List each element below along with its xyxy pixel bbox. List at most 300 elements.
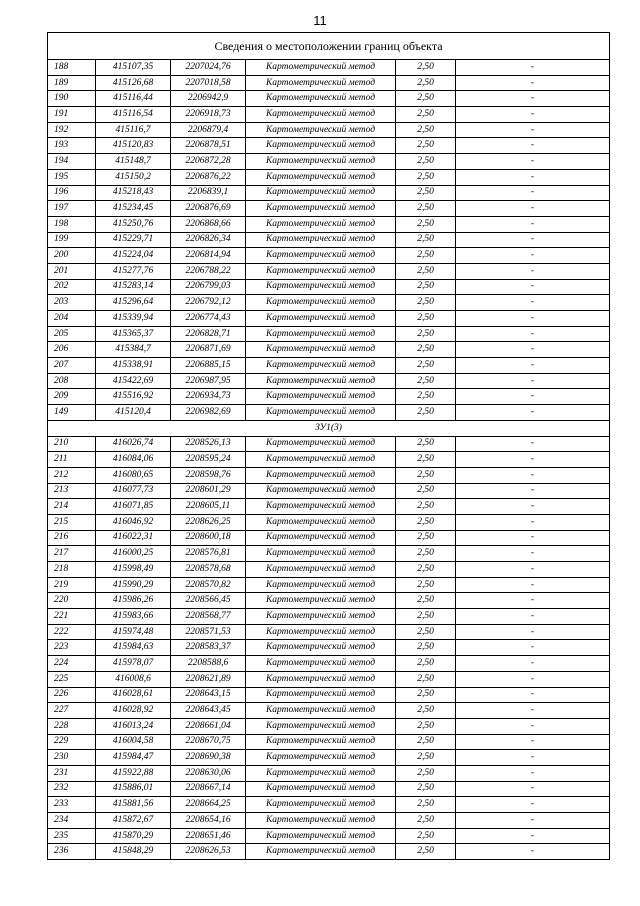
y-coordinate-cell: 2206792,12 [171,295,246,311]
method-cell: Картометрический метод [246,405,396,421]
table-row [48,781,610,797]
x-coordinate-cell: 415974,48 [96,624,171,640]
description-cell: - [456,185,610,201]
y-coordinate-cell: 2206942,9 [171,91,246,107]
description-cell: - [456,562,610,578]
precision-cell: 2,50 [396,750,456,766]
table-row [48,765,610,781]
y-coordinate-cell: 2206918,73 [171,107,246,123]
y-coordinate-cell: 2208600,18 [171,530,246,546]
table-row [48,546,610,562]
y-coordinate-cell: 2206799,03 [171,279,246,295]
section-label: ЗУ1(3) [48,420,610,436]
precision-cell: 2,50 [396,326,456,342]
table-row [48,389,610,405]
table-row [48,671,610,687]
table-row [48,342,610,358]
x-coordinate-cell: 415116,54 [96,107,171,123]
x-coordinate-cell: 415872,67 [96,813,171,829]
y-coordinate-cell: 2208605,11 [171,499,246,515]
table-row [48,624,610,640]
point-number-cell: 230 [48,750,96,766]
method-cell: Картометрический метод [246,656,396,672]
x-coordinate-cell: 416013,24 [96,718,171,734]
description-cell: - [456,358,610,374]
point-number-cell: 226 [48,687,96,703]
table-row [48,452,610,468]
precision-cell: 2,50 [396,797,456,813]
y-coordinate-cell: 2208568,77 [171,609,246,625]
point-number-cell: 198 [48,216,96,232]
precision-cell: 2,50 [396,201,456,217]
point-number-cell: 222 [48,624,96,640]
table-row [48,75,610,91]
x-coordinate-cell: 415365,37 [96,326,171,342]
method-cell: Картометрический метод [246,138,396,154]
y-coordinate-cell: 2208526,13 [171,436,246,452]
y-coordinate-cell: 2208566,45 [171,593,246,609]
method-cell: Картометрический метод [246,389,396,405]
point-number-cell: 194 [48,154,96,170]
y-coordinate-cell: 2207018,58 [171,75,246,91]
x-coordinate-cell: 415107,35 [96,60,171,76]
precision-cell: 2,50 [396,248,456,264]
description-cell: - [456,342,610,358]
method-cell: Картометрический метод [246,358,396,374]
table-row [48,813,610,829]
precision-cell: 2,50 [396,311,456,327]
table-row [48,373,610,389]
y-coordinate-cell: 2208630,06 [171,765,246,781]
y-coordinate-cell: 2206871,69 [171,342,246,358]
description-cell: - [456,452,610,468]
precision-cell: 2,50 [396,185,456,201]
x-coordinate-cell: 416022,31 [96,530,171,546]
x-coordinate-cell: 415229,71 [96,232,171,248]
table-row [48,483,610,499]
precision-cell: 2,50 [396,514,456,530]
table-row [48,467,610,483]
x-coordinate-cell: 415120,83 [96,138,171,154]
description-cell: - [456,232,610,248]
table-row [48,750,610,766]
precision-cell: 2,50 [396,656,456,672]
description-cell: - [456,405,610,421]
point-number-cell: 213 [48,483,96,499]
point-number-cell: 196 [48,185,96,201]
table-row [48,640,610,656]
table-row [48,248,610,264]
method-cell: Картометрический метод [246,467,396,483]
table-row [48,562,610,578]
y-coordinate-cell: 2206826,34 [171,232,246,248]
table-row [48,687,610,703]
y-coordinate-cell: 2208583,37 [171,640,246,656]
table-row [48,60,610,76]
point-number-cell: 206 [48,342,96,358]
x-coordinate-cell: 415422,69 [96,373,171,389]
point-number-cell: 191 [48,107,96,123]
point-number-cell: 190 [48,91,96,107]
table-row [48,232,610,248]
y-coordinate-cell: 2206828,71 [171,326,246,342]
method-cell: Картометрический метод [246,326,396,342]
method-cell: Картометрический метод [246,185,396,201]
description-cell: - [456,154,610,170]
description-cell: - [456,593,610,609]
y-coordinate-cell: 2208643,15 [171,687,246,703]
table-row [48,656,610,672]
precision-cell: 2,50 [396,687,456,703]
y-coordinate-cell: 2208601,29 [171,483,246,499]
table-row [48,122,610,138]
x-coordinate-cell: 415283,14 [96,279,171,295]
table-row [48,91,610,107]
y-coordinate-cell: 2206839,1 [171,185,246,201]
method-cell: Картометрический метод [246,797,396,813]
table-title-row [48,33,610,60]
point-number-cell: 201 [48,263,96,279]
method-cell: Картометрический метод [246,562,396,578]
x-coordinate-cell: 415277,76 [96,263,171,279]
precision-cell: 2,50 [396,734,456,750]
y-coordinate-cell: 2206982,69 [171,405,246,421]
point-number-cell: 210 [48,436,96,452]
description-cell: - [456,514,610,530]
method-cell: Картометрический метод [246,750,396,766]
method-cell: Картометрический метод [246,169,396,185]
x-coordinate-cell: 415234,45 [96,201,171,217]
method-cell: Картометрический метод [246,640,396,656]
point-number-cell: 216 [48,530,96,546]
y-coordinate-cell: 2208595,24 [171,452,246,468]
table-row [48,201,610,217]
point-number-cell: 232 [48,781,96,797]
y-coordinate-cell: 2206872,28 [171,154,246,170]
table-title: Сведения о местоположении границ объекта [48,33,610,60]
table-row [48,295,610,311]
y-coordinate-cell: 2208570,82 [171,577,246,593]
precision-cell: 2,50 [396,91,456,107]
description-cell: - [456,797,610,813]
x-coordinate-cell: 416028,92 [96,703,171,719]
point-number-cell: 202 [48,279,96,295]
method-cell: Картометрический метод [246,514,396,530]
description-cell: - [456,436,610,452]
y-coordinate-cell: 2208664,25 [171,797,246,813]
description-cell: - [456,640,610,656]
description-cell: - [456,216,610,232]
description-cell: - [456,107,610,123]
x-coordinate-cell: 416028,61 [96,687,171,703]
description-cell: - [456,828,610,844]
y-coordinate-cell: 2206878,51 [171,138,246,154]
table-row [48,107,610,123]
point-number-cell: 192 [48,122,96,138]
x-coordinate-cell: 415984,47 [96,750,171,766]
precision-cell: 2,50 [396,75,456,91]
precision-cell: 2,50 [396,530,456,546]
point-number-cell: 207 [48,358,96,374]
point-number-cell: 229 [48,734,96,750]
description-cell: - [456,326,610,342]
x-coordinate-cell: 415978,07 [96,656,171,672]
method-cell: Картометрический метод [246,91,396,107]
method-cell: Картометрический метод [246,107,396,123]
table-row [48,185,610,201]
table-row [48,577,610,593]
method-cell: Картометрический метод [246,624,396,640]
precision-cell: 2,50 [396,467,456,483]
method-cell: Картометрический метод [246,154,396,170]
point-number-cell: 212 [48,467,96,483]
point-number-cell: 231 [48,765,96,781]
y-coordinate-cell: 2208621,89 [171,671,246,687]
point-number-cell: 223 [48,640,96,656]
method-cell: Картометрический метод [246,734,396,750]
method-cell: Картометрический метод [246,436,396,452]
method-cell: Картометрический метод [246,373,396,389]
method-cell: Картометрический метод [246,452,396,468]
table-row [48,514,610,530]
x-coordinate-cell: 415984,63 [96,640,171,656]
x-coordinate-cell: 415881,56 [96,797,171,813]
method-cell: Картометрический метод [246,122,396,138]
table-row [48,311,610,327]
precision-cell: 2,50 [396,138,456,154]
x-coordinate-cell: 415990,29 [96,577,171,593]
description-cell: - [456,703,610,719]
description-cell: - [456,577,610,593]
description-cell: - [456,201,610,217]
method-cell: Картометрический метод [246,781,396,797]
precision-cell: 2,50 [396,405,456,421]
point-number-cell: 224 [48,656,96,672]
x-coordinate-cell: 415224,04 [96,248,171,264]
precision-cell: 2,50 [396,718,456,734]
method-cell: Картометрический метод [246,295,396,311]
precision-cell: 2,50 [396,342,456,358]
description-cell: - [456,279,610,295]
table-row [48,169,610,185]
description-cell: - [456,169,610,185]
y-coordinate-cell: 2208598,76 [171,467,246,483]
y-coordinate-cell: 2206814,94 [171,248,246,264]
table-row [48,609,610,625]
point-number-cell: 200 [48,248,96,264]
method-cell: Картометрический метод [246,687,396,703]
description-cell: - [456,483,610,499]
description-cell: - [456,75,610,91]
precision-cell: 2,50 [396,624,456,640]
x-coordinate-cell: 416084,06 [96,452,171,468]
table-row [48,593,610,609]
x-coordinate-cell: 415998,49 [96,562,171,578]
method-cell: Картометрический метод [246,703,396,719]
method-cell: Картометрический метод [246,828,396,844]
x-coordinate-cell: 416004,58 [96,734,171,750]
point-number-cell: 199 [48,232,96,248]
method-cell: Картометрический метод [246,75,396,91]
point-number-cell: 218 [48,562,96,578]
x-coordinate-cell: 415120,4 [96,405,171,421]
precision-cell: 2,50 [396,546,456,562]
table-row [48,358,610,374]
x-coordinate-cell: 415296,64 [96,295,171,311]
method-cell: Картометрический метод [246,60,396,76]
table-row [48,844,610,860]
point-number-cell: 197 [48,201,96,217]
point-number-cell: 149 [48,405,96,421]
method-cell: Картометрический метод [246,216,396,232]
x-coordinate-cell: 415886,01 [96,781,171,797]
x-coordinate-cell: 415339,94 [96,311,171,327]
precision-cell: 2,50 [396,844,456,860]
y-coordinate-cell: 2206774,43 [171,311,246,327]
point-number-cell: 235 [48,828,96,844]
table-row [48,828,610,844]
y-coordinate-cell: 2208651,46 [171,828,246,844]
y-coordinate-cell: 2206934,73 [171,389,246,405]
y-coordinate-cell: 2206879,4 [171,122,246,138]
description-cell: - [456,389,610,405]
point-number-cell: 225 [48,671,96,687]
table-row [48,436,610,452]
point-number-cell: 219 [48,577,96,593]
description-cell: - [456,373,610,389]
description-cell: - [456,499,610,515]
precision-cell: 2,50 [396,373,456,389]
x-coordinate-cell: 415250,76 [96,216,171,232]
y-coordinate-cell: 2208643,45 [171,703,246,719]
precision-cell: 2,50 [396,389,456,405]
method-cell: Картометрический метод [246,311,396,327]
x-coordinate-cell: 415384,7 [96,342,171,358]
y-coordinate-cell: 2207024,76 [171,60,246,76]
description-cell: - [456,624,610,640]
method-cell: Картометрический метод [246,671,396,687]
precision-cell: 2,50 [396,436,456,452]
x-coordinate-cell: 415848,29 [96,844,171,860]
method-cell: Картометрический метод [246,483,396,499]
precision-cell: 2,50 [396,216,456,232]
x-coordinate-cell: 415150,2 [96,169,171,185]
point-number-cell: 214 [48,499,96,515]
point-number-cell: 234 [48,813,96,829]
table-row [48,263,610,279]
point-number-cell: 228 [48,718,96,734]
table-row [48,216,610,232]
description-cell: - [456,60,610,76]
table-row [48,734,610,750]
point-number-cell: 220 [48,593,96,609]
description-cell: - [456,781,610,797]
point-number-cell: 209 [48,389,96,405]
description-cell: - [456,248,610,264]
point-number-cell: 204 [48,311,96,327]
point-number-cell: 188 [48,60,96,76]
x-coordinate-cell: 415116,44 [96,91,171,107]
description-cell: - [456,656,610,672]
x-coordinate-cell: 415148,7 [96,154,171,170]
y-coordinate-cell: 2208670,75 [171,734,246,750]
x-coordinate-cell: 415986,26 [96,593,171,609]
precision-cell: 2,50 [396,169,456,185]
description-cell: - [456,467,610,483]
description-cell: - [456,263,610,279]
method-cell: Картометрический метод [246,263,396,279]
description-cell: - [456,546,610,562]
precision-cell: 2,50 [396,263,456,279]
method-cell: Картометрический метод [246,577,396,593]
description-cell: - [456,311,610,327]
y-coordinate-cell: 2208571,53 [171,624,246,640]
precision-cell: 2,50 [396,609,456,625]
table-row [48,326,610,342]
y-coordinate-cell: 2208690,38 [171,750,246,766]
table-row [48,154,610,170]
precision-cell: 2,50 [396,107,456,123]
y-coordinate-cell: 2206885,15 [171,358,246,374]
y-coordinate-cell: 2206868,66 [171,216,246,232]
method-cell: Картометрический метод [246,530,396,546]
section-row [48,420,610,436]
y-coordinate-cell: 2208661,04 [171,718,246,734]
x-coordinate-cell: 415870,29 [96,828,171,844]
y-coordinate-cell: 2208576,81 [171,546,246,562]
description-cell: - [456,609,610,625]
precision-cell: 2,50 [396,499,456,515]
x-coordinate-cell: 416000,25 [96,546,171,562]
method-cell: Картометрический метод [246,813,396,829]
table-row [48,530,610,546]
x-coordinate-cell: 416026,74 [96,436,171,452]
point-number-cell: 193 [48,138,96,154]
point-number-cell: 195 [48,169,96,185]
point-number-cell: 236 [48,844,96,860]
point-number-cell: 217 [48,546,96,562]
precision-cell: 2,50 [396,295,456,311]
point-number-cell: 189 [48,75,96,91]
method-cell: Картометрический метод [246,201,396,217]
boundary-coordinates-table [47,32,610,860]
precision-cell: 2,50 [396,765,456,781]
method-cell: Картометрический метод [246,279,396,295]
table-row [48,499,610,515]
precision-cell: 2,50 [396,358,456,374]
precision-cell: 2,50 [396,452,456,468]
method-cell: Картометрический метод [246,342,396,358]
x-coordinate-cell: 415983,66 [96,609,171,625]
x-coordinate-cell: 415116,7 [96,122,171,138]
precision-cell: 2,50 [396,640,456,656]
precision-cell: 2,50 [396,813,456,829]
x-coordinate-cell: 416080,65 [96,467,171,483]
point-number-cell: 233 [48,797,96,813]
y-coordinate-cell: 2208654,16 [171,813,246,829]
precision-cell: 2,50 [396,671,456,687]
point-number-cell: 205 [48,326,96,342]
table-row [48,279,610,295]
y-coordinate-cell: 2206987,95 [171,373,246,389]
method-cell: Картометрический метод [246,609,396,625]
table-row [48,405,610,421]
table-row [48,718,610,734]
page-number: 11 [313,13,327,28]
precision-cell: 2,50 [396,577,456,593]
x-coordinate-cell: 416008,6 [96,671,171,687]
precision-cell: 2,50 [396,781,456,797]
